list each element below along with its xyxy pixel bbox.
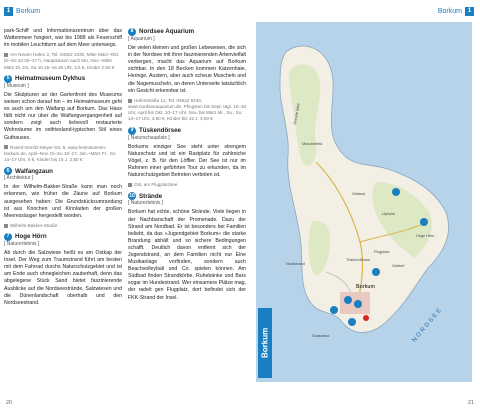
poi-number-badge: 5 [4, 75, 12, 83]
poi-marker [344, 296, 352, 304]
poi-marker [330, 306, 338, 314]
info-square-icon [4, 53, 8, 57]
poi-category: [ Naturschauplatz ] [128, 134, 170, 141]
poi-marker [354, 300, 362, 308]
map-label: Hoge Hörn [416, 234, 435, 238]
info-line: Am Neuen Hafen 2, Tel. 04922 2030, Mitte März–Okt. Di–So 10.30–17 h, Hauptsaison auch Mo, Nov.–Mitte März Di, Do, Sa 10.45–16.45 Uhr, 3,5 €, Kinder 2,50 € [4, 52, 120, 70]
info-line: Ost, am Flugplatzsee [128, 182, 246, 188]
poi-number-badge: 6 [4, 167, 12, 175]
poi-category: [ Museum ] [4, 82, 29, 89]
poi-marker [420, 218, 428, 226]
poi-number-badge: 8 [128, 28, 136, 36]
poi-category: [ Aquarium ] [128, 36, 155, 42]
info-square-icon [128, 183, 132, 187]
map-label: Ostdorf [392, 264, 405, 268]
text-column-left [4, 28, 122, 310]
info-line: Wilhelm-Bakker-Straße [4, 223, 122, 229]
poi-marker [348, 318, 356, 326]
hotel-marker [363, 315, 369, 321]
poi-title: Hoge Hörn [15, 233, 47, 241]
intro-paragraph: park-Schiff und Informationszentrum über das Wattenmeer fungiert, war bis 1988 als Feuerschiff im mobilen Leuchtturm auf dem Meer unterwegs. [4, 28, 122, 49]
map-label: Nordstrand [286, 262, 305, 266]
poi-title: Tüskendörsee [139, 127, 181, 135]
map-label: Ostland [352, 192, 366, 196]
info-square-icon [4, 145, 8, 149]
map-label: Upholm [382, 212, 396, 216]
poi-marker [372, 268, 380, 276]
info-square-icon [4, 224, 8, 228]
poi-title: Heimatmuseum Dykhus [15, 75, 86, 83]
poi-category: [ Naturerlebnis ] [4, 241, 40, 248]
poi-title: Walfangzaun [15, 167, 53, 175]
map-label: Flugplatz [374, 250, 390, 254]
map-svg [256, 22, 472, 382]
poi-heading [4, 167, 122, 175]
header-right [438, 5, 474, 17]
poi-description: Die vielen kleinen und großen Lebewesen, die sich in der Nordsee mit ihrer faszinierenden Artenvielfalt verbergen, macht das Aquarium auf Borkum sichtbar. In den 18 Becken kommen Katzenhaie, Heringe, Austern, aber auch scheue Muscheln und die Nagemuscheln, an deren Unterseite tatsächlich ein Gesicht erkennbar ist. [128, 45, 246, 94]
poi-number-badge: 9 [128, 127, 136, 135]
poi-title: Nordsee Aquarium [139, 28, 195, 36]
map-label: Südstrand [312, 334, 330, 338]
section-number-badge: 1 [4, 7, 13, 16]
poi-number-badge: 7 [4, 233, 12, 241]
poi-title: Strände [139, 192, 163, 200]
poi-heading [4, 75, 122, 83]
poi-category: [ Naturerlebnis ] [128, 200, 164, 207]
poi-description: Borkums einziger See steht unter strengem Naturschutz und ist ein Rastplatz für zahlreiche Vögel, z. B. für den Löffler. Der See ist nur im Rahmen einer geführten Tour zu erkunden, da im Naturschutzgebiet Betreten verboten ist. [128, 143, 246, 179]
map-label: Borkum [356, 284, 375, 290]
page-number-right: 21 [467, 400, 474, 406]
poi-number-badge: 10 [129, 192, 135, 199]
map-label: Tüskendörsee [346, 258, 371, 262]
map-title-badge: Borkum [258, 308, 272, 378]
text-column-middle [128, 28, 246, 305]
sea-label: NORDSEE [411, 306, 445, 344]
island-map [256, 22, 472, 382]
poi-heading [128, 28, 246, 36]
header-left [4, 5, 40, 17]
poi-heading [4, 233, 122, 241]
info-line: Hafenstraße 14, Tel. 04922 9240, www.nordseeaquarium.de. Pfingsten bis Sept. tägl. 10–18 Uhr, April bis Okt. 10–17 Uhr, Nov. bis März Mi., Sa., So. 14–17 Uhr, 4,50 €, Kinder bis 15 J. 3,00 € [128, 97, 246, 122]
section-title: Borkum [437, 7, 462, 15]
poi-heading [128, 127, 246, 135]
poi-description: In der Wilhelm-Bakker-Straße kann man noch erkennen, wie früher die Zäune auf Borkum ausgesehen haben: Die Grundstücksumrandung ist aus Knochen und Kinnladen der großen Meeressäuger hergestellt worden. [4, 184, 122, 219]
map-label: Muschelfeld [302, 142, 323, 146]
poi-category: [ Architektur ] [4, 175, 34, 182]
map-label: Greune Stee [292, 103, 301, 125]
poi-heading [128, 192, 246, 200]
info-square-icon [128, 99, 132, 103]
poi-description: Die Skulpturen an der Gartenfront des Museums weisen schon darauf hin – im Heimatmuseum geht es auch um den Walfang auf Borkum. Das Haus fällt nicht nur über die Walfangvergangenheit auf sondern zeigt auch liebevoll restaurierte Wohnräume im ostfriesland-typischen Stil eines Guthauses. [4, 91, 122, 141]
info-line: Roelof-Gerritz-Meyer-Str. 9, www.heimatverein-borkum.de, April–Nov. Di–So 10–17, Jan.–März Fr., So 14–17 Uhr, 5 €, Kinder bis 15 J. 2,50 € [4, 144, 116, 163]
page-number-left: 20 [6, 400, 13, 406]
poi-marker [392, 188, 400, 196]
poi-description: Ab durch die Salzwiese heißt es am Ostkap der Insel. Der Weg zum Traumstrand führt am besten mit dem Fahrrad durchs Naturschutzgebiet und ist am Ende auch ohnegleichen zauberhaft, denn das abgelegene Stück Sand bietet faszinierende Ausblicke auf die Nordseestrände, Salzwiesen und die Dünenlandschaft oberhalb und den Nordseestrand. [4, 250, 122, 306]
poi-description: Borkum hat echte, schöne Strände. Viele liegen in der Nachbarschaft der Promenade. Dazu der Strand am Nordbad. Er ist besonders bei Familien beliebt, da das »Jugendgebiet Borkum« die starke Brandung abhält und so sichere Bedingungen schafft. Deutlich davon entfernt sich der Jugendstrand, an dem Familien nicht nur Eine Musikanlage vorfinden, sondern auch Beachvolleyball und Co. spielen können. Am Südbad finden Strandkörbe, Ruhebänke und Bars sogar im Hundestrand. Wer einsamere Plätze mag, der radelt gen Flugplatz, dort befindet sich der FKK-Strand der Insel. [128, 209, 246, 301]
section-title: Borkum [16, 7, 41, 15]
section-number-badge: 1 [465, 7, 474, 16]
